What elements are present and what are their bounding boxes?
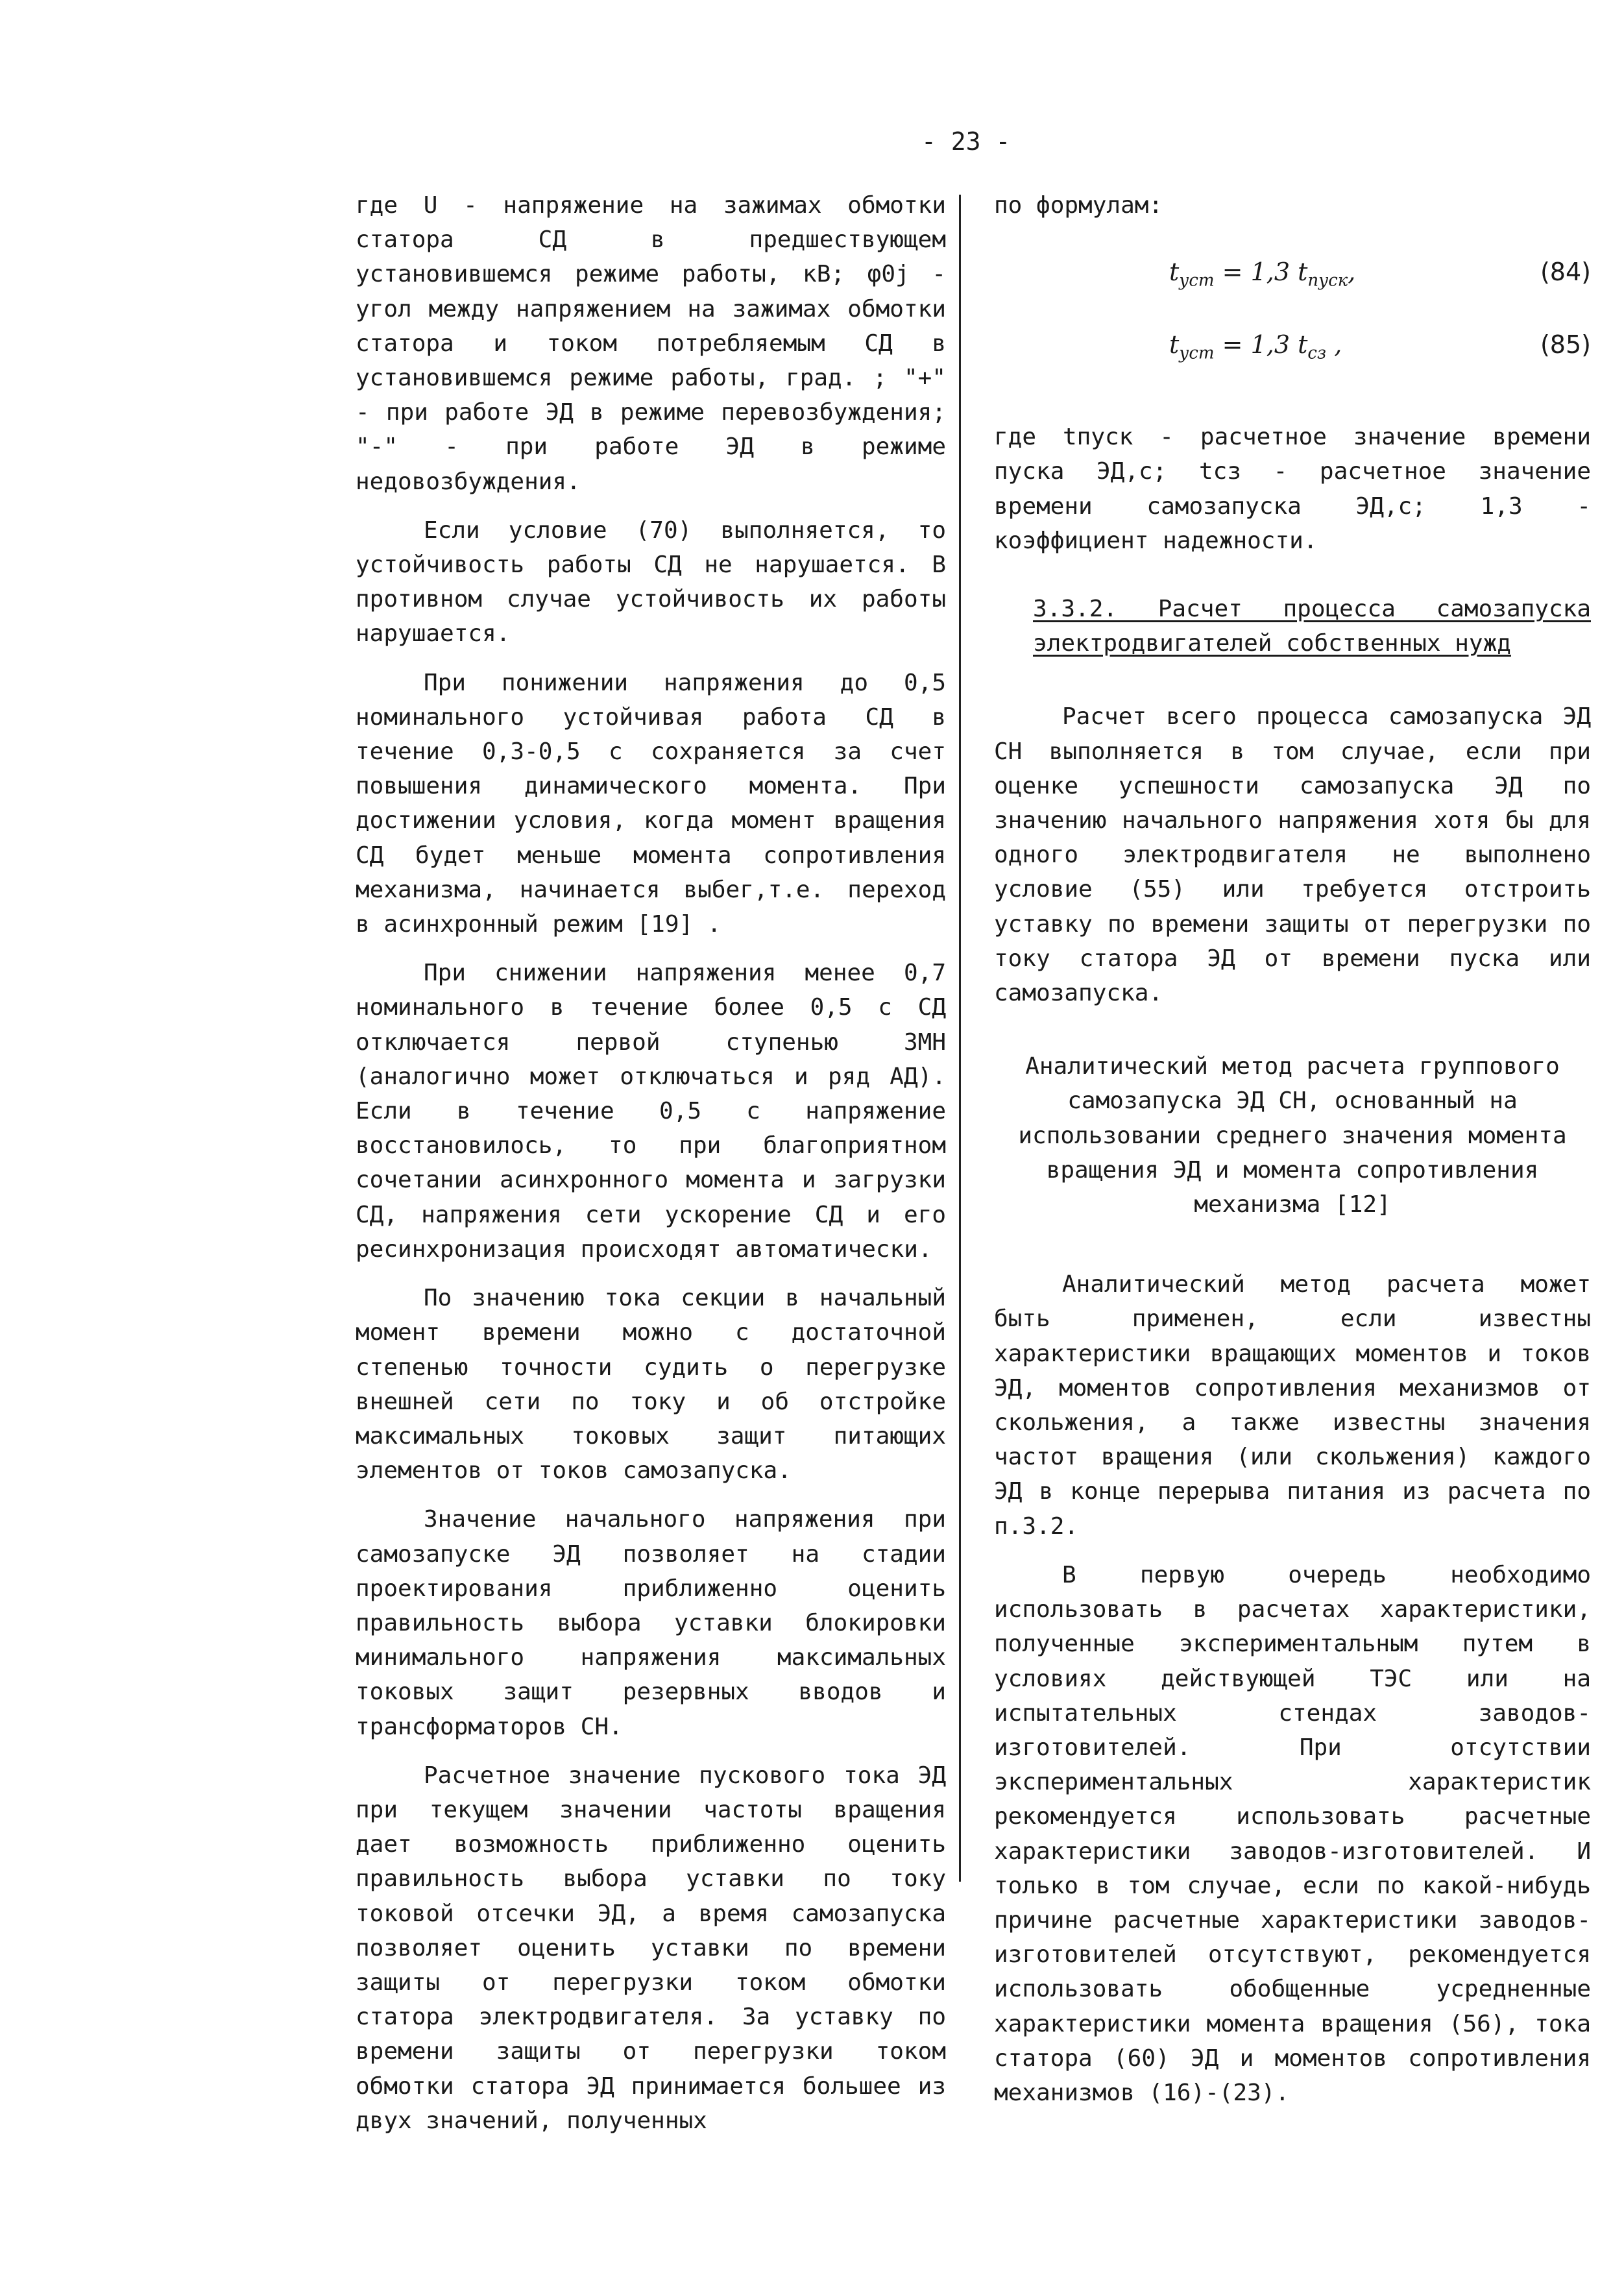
formula-number: (85) (1540, 330, 1591, 359)
paragraph: Расчет всего процесса самозапуска ЭД СН выполняется в том случае, если при оценке успешности самозапуска ЭД по значению начального напряжения хотя бы для одного электродвигателя не выполнено условие (55) или требуется отстроить уставку по времени защиты от перегрузки по току статора ЭД от времени пуска или самозапуска. (994, 703, 1591, 1007)
paragraph: В первую очередь необходимо использовать в расчетах характеристики, полученные экспериментальным путем в условиях действующей ТЭС или на испытательных стендах заводов-изготовителей. При отсутствии экспериментальных характеристик рекомендуется использовать расчетные характеристики заводов-изготовителей. И только в том случае, если по какой-нибудь причине расчетные характеристики заводов-изготовителей отсутствуют, рекомендуется использовать обобщенные усредненные характеристики момента вращения (56), тока статора (60) ЭД и моментов сопротивления механизмов (16)-(23). (994, 1561, 1591, 2106)
paragraph: Если условие (70) выполняется, то устойчивость работы СД не нарушается. В противном случае устойчивость их работы нарушается. (356, 516, 946, 648)
paragraph: При понижении напряжения до 0,5 номинального устойчивая работа СД в течение 0,3-0,5 с сохраняется за счет повышения динамического момента. При достижении условия, когда момент вращения СД будет меньше момента сопротивления механизма, начинается выбег,т.е. переход в асинхронный режим [19] . (356, 669, 946, 938)
paragraph: где tпуск - расчетное значение времени пуска ЭД,с; tсз - расчетное значение времени самозапуска ЭД,с; 1,3 - коэффициент надежности. (994, 424, 1591, 554)
page-number: - 23 - (921, 127, 1011, 156)
column-divider (959, 195, 961, 1882)
paragraph: Аналитический метод расчета может быть применен, если известны характеристики вращающих моментов и токов ЭД, моментов сопротивления механизмов от скольжения, а также известны значения частот вращения (или скольжения) каждого ЭД в конце перерыва питания из расчета по п.3.2. (994, 1271, 1591, 1540)
section-heading: 3.3.2. Расчет процесса самозапуска электродвигателей собственных нужд (1033, 596, 1591, 657)
paragraph: По значению тока секции в начальный момент времени можно с достаточной степенью точности судить о перегрузке внешней сети по току и об отстройке максимальных токовых защит питающих элементов от токов самозапуска. (356, 1285, 946, 1485)
formula-85 (994, 308, 1591, 381)
formula-expression: $t_{уст} = 1,3$ $t_{пуск}$, (1169, 258, 1356, 291)
paragraph: по формулам: (994, 192, 1163, 219)
paragraph: Расчетное значение пускового тока ЭД при текущем значении частоты вращения дает возможность приближенно оценить правильность выбора уставки по току токовой отсечки ЭД, а время самозапуска позволяет оценить уставки по времени защиты от перегрузки током обмотки статора электродвигателя. За уставку по времени защиты от перегрузки током обмотки статора ЭД принимается большее из двух значений, полученных (356, 1762, 946, 2134)
formula-expression: $t_{уст} = 1,3$ $t_{сз}$ , (1169, 330, 1342, 363)
right-column (994, 188, 1591, 2110)
subsection-heading: Аналитический метод расчета группового самозапуска ЭД СН, основанный на использовании среднего значения момента вращения ЭД и момента сопротивления механизма [12] (1018, 1053, 1567, 1219)
left-column (356, 188, 946, 2138)
paragraph: Значение начального напряжения при самозапуске ЭД позволяет на стадии проектирования приближенно оценить правильность выбора уставки блокировки минимального напряжения максимальных токовых защит резервных вводов и трансформаторов СН. (356, 1506, 946, 1740)
formula-number: (84) (1540, 258, 1591, 287)
paragraph: где U - напряжение на зажимах обмотки статора СД в предшествующем установившемся режиме работы, кВ; φ0j - угол между напряжением на зажимах обмотки статора и током потребляемым СД в установившемся режиме работы, град. ; "+" - при работе ЭД в режиме перевозбуждения; "-" - при работе ЭД в режиме недовозбуждения. (356, 192, 946, 495)
formula-84 (994, 236, 1591, 308)
paragraph: При снижении напряжения менее 0,7 номинального в течение более 0,5 с СД отключается первой ступенью ЗМН (аналогично может отключаться и ряд АД). Если в течение 0,5 с напряжение восстановилось, то при благоприятном сочетании асинхронного момента и загрузки СД, напряжения сети ускорение СД и его ресинхронизация происходят автоматически. (356, 960, 946, 1263)
